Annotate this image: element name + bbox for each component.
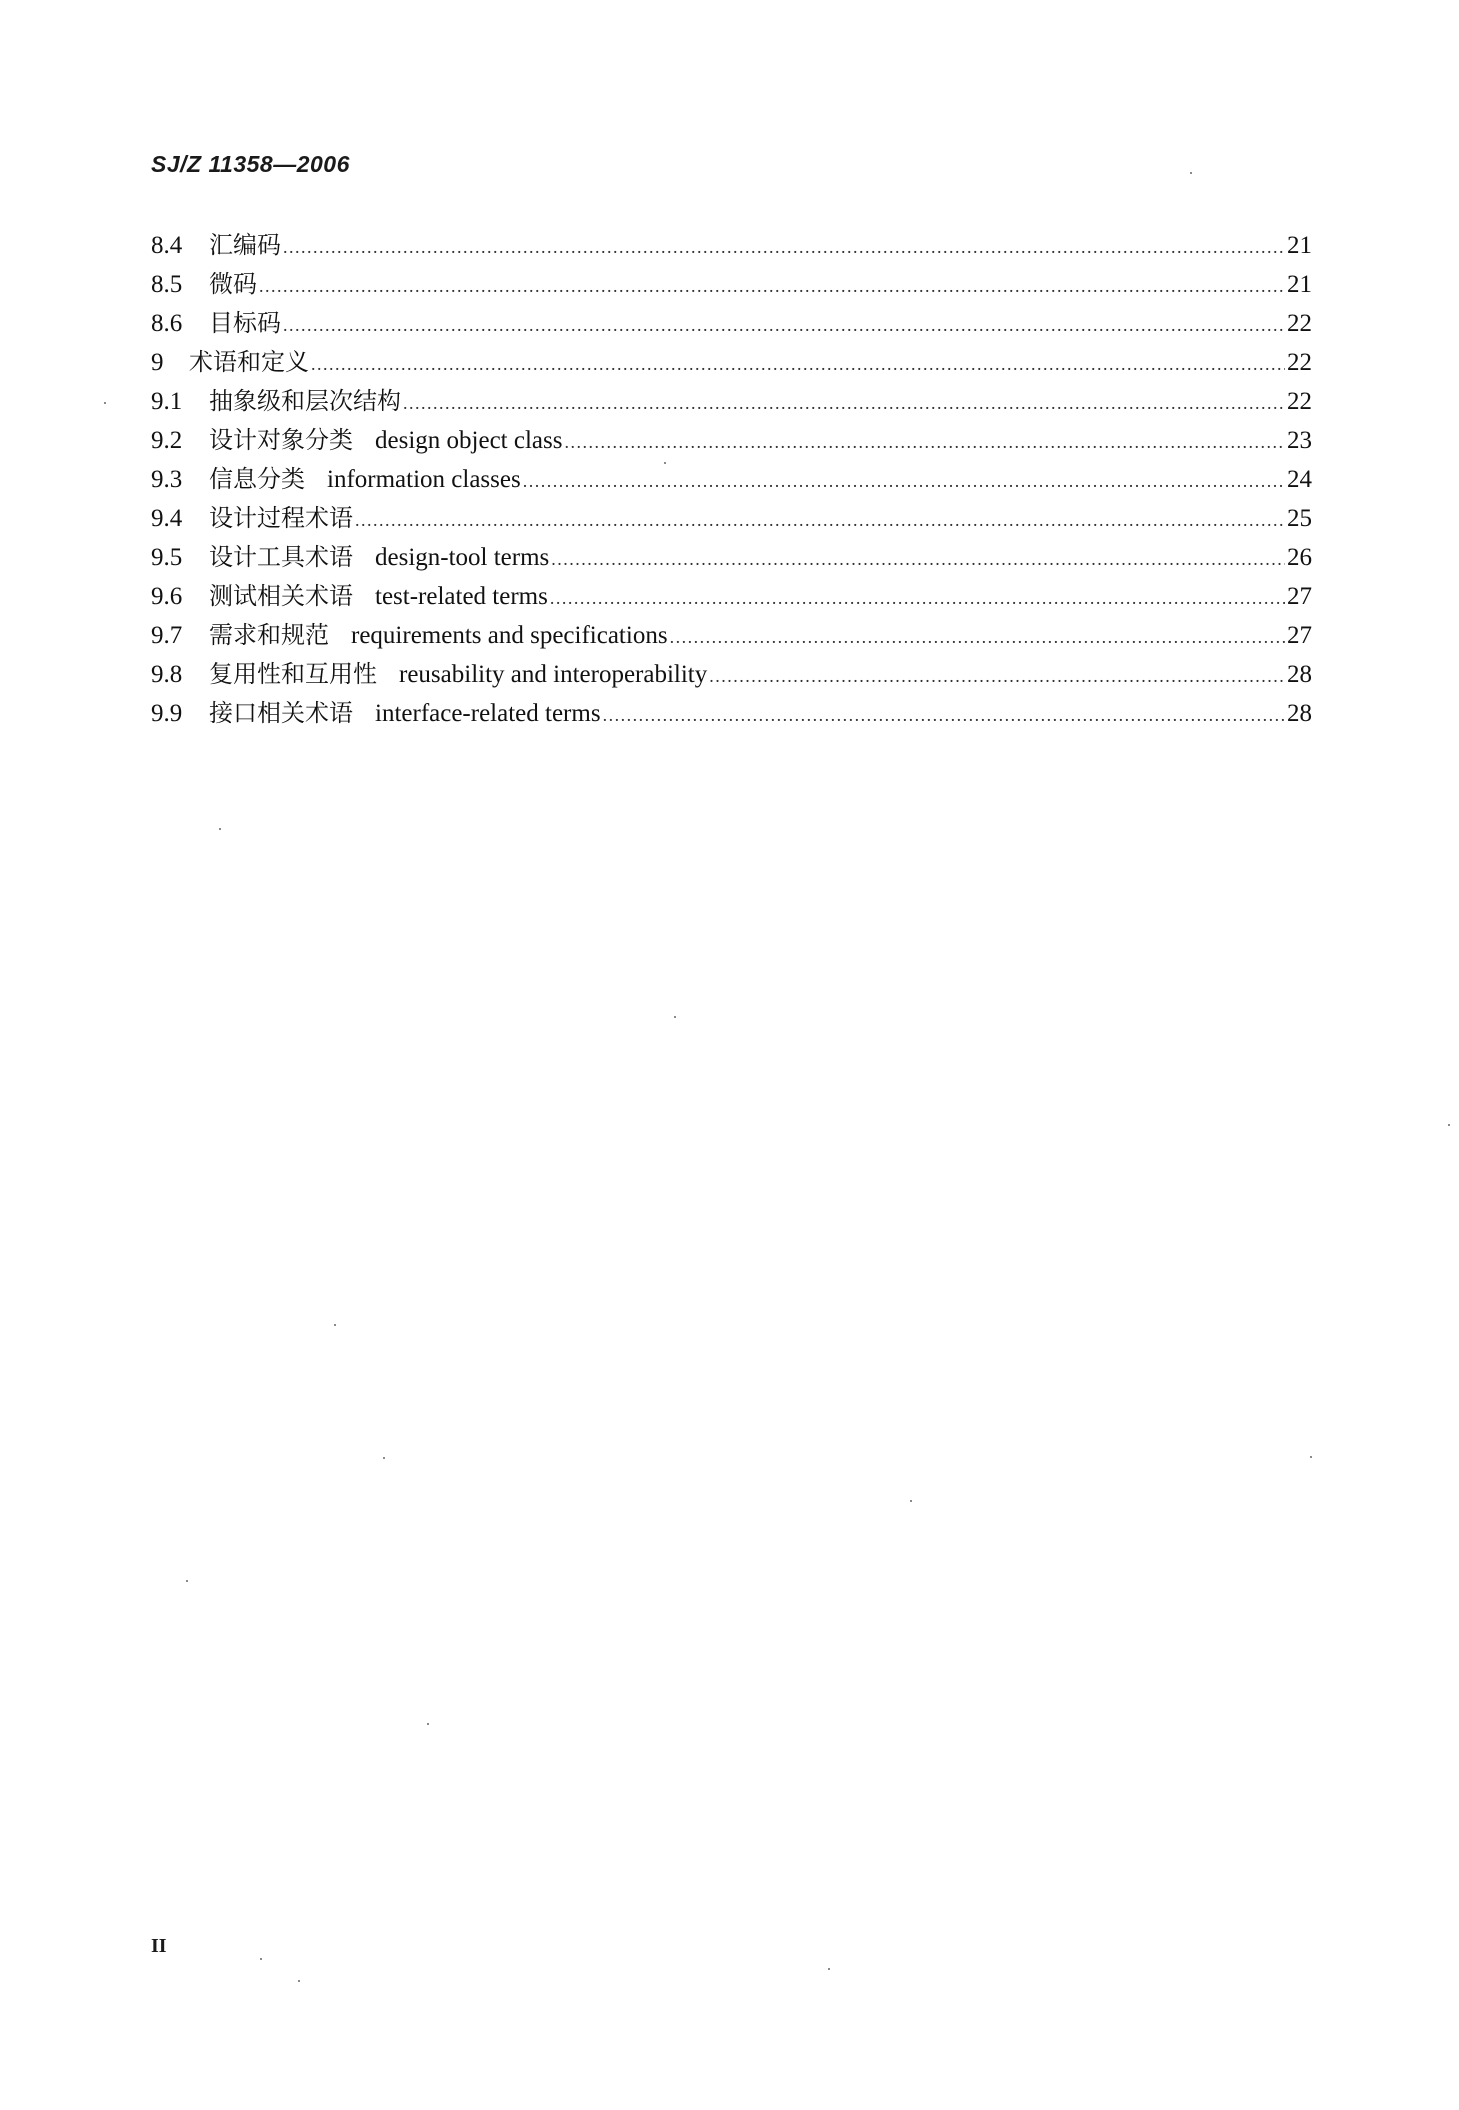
toc-entry-page: 22 [1287,388,1312,415]
toc-entry-title: 目标码 [209,309,281,337]
toc-entry-title: 需求和规范 [209,621,329,649]
toc-leader-dots [603,696,1285,735]
toc-entry-9-6[interactable] [151,577,1312,616]
toc-entry-9-5[interactable] [151,538,1312,577]
toc-entry-title: 信息分类 [209,465,305,493]
toc-entry-9[interactable] [151,343,1312,382]
scan-speck [260,1958,262,1960]
toc-entry-9-8[interactable] [151,655,1312,694]
toc-entry-number: 9 [151,349,164,376]
toc-entry-english-title: requirements and specifications [351,622,668,649]
toc-entry-title: 设计工具术语 [209,543,353,571]
scan-speck [1448,1124,1450,1126]
toc-entry-english-title: design-tool terms [375,544,550,571]
scan-speck [674,1016,676,1018]
scan-speck [910,1500,912,1502]
toc-entry-page: 24 [1287,466,1312,493]
toc-entry-english-title: interface-related terms [375,700,601,727]
toc-entry-english-title: design object class [375,427,563,454]
toc-entry-title: 术语和定义 [189,348,309,376]
toc-entry-page: 21 [1287,271,1312,298]
scan-speck [427,1723,429,1725]
toc-entry-title: 复用性和互用性 [209,660,377,688]
scan-speck [186,1580,188,1582]
toc-entry-8-5[interactable] [151,265,1312,304]
toc-entry-title: 设计对象分类 [209,426,353,454]
toc-entry-9-2[interactable] [151,421,1312,460]
toc-leader-dots [355,501,1285,540]
toc-entry-number: 9.9 [151,700,183,727]
scan-speck [828,1968,830,1970]
toc-entry-page: 23 [1287,427,1312,454]
toc-entry-english-title: reusability and interoperability [399,661,708,688]
toc-entry-number: 9.4 [151,505,183,532]
table-of-contents [151,226,1312,733]
scan-speck [1190,172,1192,174]
toc-entry-number: 9.7 [151,622,183,649]
toc-leader-dots [550,579,1285,618]
toc-entry-title: 微码 [209,270,257,298]
toc-entry-9-3[interactable] [151,460,1312,499]
toc-entry-title: 接口相关术语 [209,699,353,727]
toc-leader-dots [523,462,1285,501]
toc-entry-page: 26 [1287,544,1312,571]
scan-speck [104,402,106,404]
toc-leader-dots [283,228,1285,267]
toc-entry-number: 8.5 [151,271,183,298]
toc-entry-number: 8.4 [151,232,183,259]
toc-entry-9-7[interactable] [151,616,1312,655]
toc-entry-title: 汇编码 [209,231,281,259]
toc-entry-page: 27 [1287,583,1312,610]
toc-leader-dots [670,618,1285,657]
toc-leader-dots [311,345,1285,384]
toc-leader-dots [551,540,1285,579]
toc-entry-title: 设计过程术语 [209,504,353,532]
toc-entry-title: 测试相关术语 [209,582,353,610]
scan-speck [664,462,666,464]
toc-entry-9-1[interactable] [151,382,1312,421]
toc-leader-dots [403,384,1285,423]
scan-speck [298,1980,300,1982]
toc-entry-page: 28 [1287,700,1312,727]
toc-entry-page: 28 [1287,661,1312,688]
toc-entry-8-6[interactable] [151,304,1312,343]
toc-leader-dots [564,423,1285,462]
scan-speck [383,1457,385,1459]
toc-leader-dots [709,657,1285,696]
scan-speck [334,1324,336,1326]
toc-entry-number: 8.6 [151,310,183,337]
toc-entry-number: 9.1 [151,388,183,415]
toc-entry-9-9[interactable] [151,694,1312,733]
toc-entry-title: 抽象级和层次结构 [209,387,401,415]
toc-entry-number: 9.3 [151,466,183,493]
toc-entry-8-4[interactable] [151,226,1312,265]
toc-leader-dots [259,267,1285,306]
toc-entry-number: 9.8 [151,661,183,688]
scan-speck [219,828,221,830]
page-number-footer: II [151,1935,167,1957]
toc-entry-page: 22 [1287,310,1312,337]
toc-entry-page: 27 [1287,622,1312,649]
toc-entry-english-title: test-related terms [375,583,548,610]
toc-entry-page: 21 [1287,232,1312,259]
toc-entry-9-4[interactable] [151,499,1312,538]
document-code-header: SJ/Z 11358—2006 [151,151,350,177]
toc-entry-number: 9.5 [151,544,183,571]
toc-entry-number: 9.6 [151,583,183,610]
toc-entry-page: 22 [1287,349,1312,376]
toc-entry-number: 9.2 [151,427,183,454]
toc-entry-english-title: information classes [327,466,521,493]
toc-entry-page: 25 [1287,505,1312,532]
scan-speck [1310,1456,1312,1458]
toc-leader-dots [283,306,1285,345]
